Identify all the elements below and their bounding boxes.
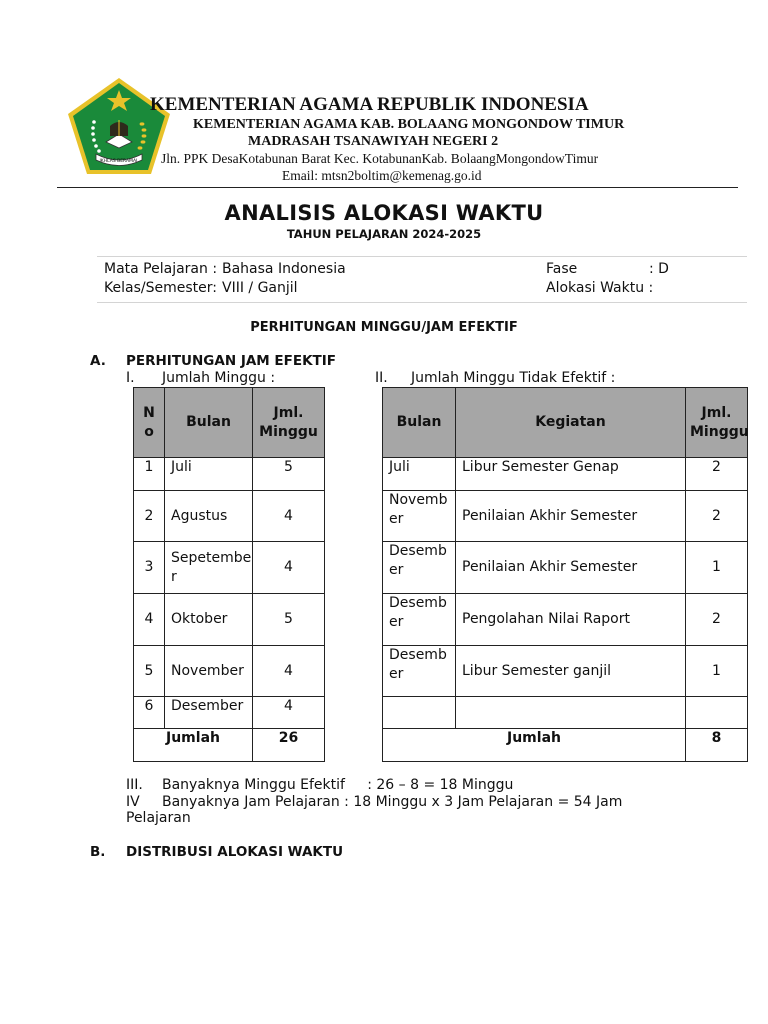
col-header-kegiatan: Kegiatan [456, 388, 686, 458]
row-jml: 2 [686, 491, 748, 542]
row-no: 6 [134, 697, 165, 729]
row-no: 5 [134, 646, 165, 697]
row-kegiatan [456, 697, 686, 729]
row-bulan: November [165, 646, 253, 697]
row-bulan: Desember [165, 697, 253, 729]
section-b-number: B. [90, 844, 106, 860]
kelas-label: Kelas/Semester: [104, 280, 217, 296]
section-a-number: A. [90, 353, 106, 369]
kop-regency-office: KEMENTERIAN AGAMA KAB. BOLAANG MONGONDOW TIMUR [193, 117, 625, 132]
table-row [383, 646, 748, 697]
item-iii-number: III. [126, 777, 143, 793]
row-kegiatan: Libur Semester Genap [456, 458, 686, 491]
table-row [383, 594, 748, 646]
kelas-value: VIII / Ganjil [222, 280, 298, 296]
fase-value: : D [649, 261, 669, 277]
row-jml: 4 [253, 491, 325, 542]
row-bulan: Sepetember [165, 542, 253, 594]
row-kegiatan: Penilaian Akhir Semester [456, 491, 686, 542]
kop-ministry-title: KEMENTERIAN AGAMA REPUBLIK INDONESIA [150, 94, 589, 115]
alokasi-label: Alokasi Waktu : [546, 280, 654, 296]
jumlah-minggu-table [133, 387, 325, 762]
row-jml: 5 [253, 594, 325, 646]
total-label: Jumlah [383, 729, 686, 762]
row-jml: 1 [686, 542, 748, 594]
row-no: 4 [134, 594, 165, 646]
row-bulan: Desember [383, 542, 456, 594]
col-header-bulan: Bulan [165, 388, 253, 458]
table-row [134, 697, 325, 729]
item-iv-continuation: Pelajaran [126, 810, 191, 826]
mapel-value: Bahasa Indonesia [222, 261, 346, 277]
kop-school-name: MADRASAH TSANAWIYAH NEGERI 2 [248, 134, 499, 149]
document-subtitle: TAHUN PELAJARAN 2024-2025 [286, 227, 482, 241]
table-row [134, 542, 325, 594]
table-row [383, 458, 748, 491]
row-jml: 1 [686, 646, 748, 697]
logo-ribbon-text: IKHLAS BERAMAL [99, 159, 139, 164]
table-row [383, 491, 748, 542]
subsection-ii-label: Jumlah Minggu Tidak Efektif : [411, 370, 616, 386]
row-no: 3 [134, 542, 165, 594]
kop-divider [57, 187, 738, 188]
row-jml: 4 [253, 542, 325, 594]
fase-label: Fase [546, 261, 578, 277]
row-jml: 4 [253, 697, 325, 729]
row-bulan: Desember [383, 646, 456, 697]
row-jml [686, 697, 748, 729]
table-header-row [383, 388, 748, 458]
row-bulan: Agustus [165, 491, 253, 542]
total-value: 26 [253, 729, 325, 762]
subsection-i-label: Jumlah Minggu : [162, 370, 276, 386]
table-row [134, 594, 325, 646]
row-kegiatan: Libur Semester ganjil [456, 646, 686, 697]
table-row [383, 542, 748, 594]
row-bulan [383, 697, 456, 729]
row-kegiatan: Pengolahan Nilai Raport [456, 594, 686, 646]
row-bulan: Desember [383, 594, 456, 646]
col-header-no: N o [134, 388, 165, 458]
row-jml: 2 [686, 594, 748, 646]
col-header-bulan: Bulan [383, 388, 456, 458]
row-jml: 4 [253, 646, 325, 697]
item-iv-text: Banyaknya Jam Pelajaran : 18 Minggu x 3 Jam Pelajaran = 54 Jam [162, 794, 623, 810]
table-row [134, 646, 325, 697]
minggu-tidak-efektif-table [382, 387, 748, 762]
row-bulan: Juli [165, 458, 253, 491]
info-bottom-divider [97, 302, 747, 303]
row-bulan: Juli [383, 458, 456, 491]
kop-address: Jln. PPK DesaKotabunan Barat Kec. KotabunanKab. BolaangMongondowTimur [161, 151, 599, 166]
col-header-jml-minggu: Jml. Minggu [686, 388, 748, 458]
table-row [134, 491, 325, 542]
subsection-i-number: I. [126, 370, 135, 386]
info-top-divider [97, 256, 747, 257]
section-title: PERHITUNGAN MINGGU/JAM EFEKTIF [250, 320, 518, 335]
table-row [383, 697, 748, 729]
row-kegiatan: Penilaian Akhir Semester [456, 542, 686, 594]
kop-email: Email: mtsn2boltim@kemenag.go.id [282, 168, 482, 183]
row-jml: 2 [686, 458, 748, 491]
item-iv-number: IV [126, 794, 140, 810]
row-no: 2 [134, 491, 165, 542]
total-label: Jumlah [134, 729, 253, 762]
item-iii-text: Banyaknya Minggu Efektif : 26 – 8 = 18 Minggu [162, 777, 514, 793]
row-bulan: November [383, 491, 456, 542]
table-total-row [134, 729, 325, 762]
kemenag-logo [66, 76, 172, 176]
row-no: 1 [134, 458, 165, 491]
section-b-title: DISTRIBUSI ALOKASI WAKTU [126, 844, 344, 860]
table-header-row [134, 388, 325, 458]
total-value: 8 [686, 729, 748, 762]
document-title: ANALISIS ALOKASI WAKTU [224, 201, 544, 225]
table-row [134, 458, 325, 491]
subsection-ii-number: II. [375, 370, 388, 386]
section-a-title: PERHITUNGAN JAM EFEKTIF [126, 353, 337, 369]
row-bulan: Oktober [165, 594, 253, 646]
mapel-label: Mata Pelajaran : [104, 261, 218, 277]
row-jml: 5 [253, 458, 325, 491]
col-header-jml-minggu: Jml. Minggu [253, 388, 325, 458]
table-total-row [383, 729, 748, 762]
